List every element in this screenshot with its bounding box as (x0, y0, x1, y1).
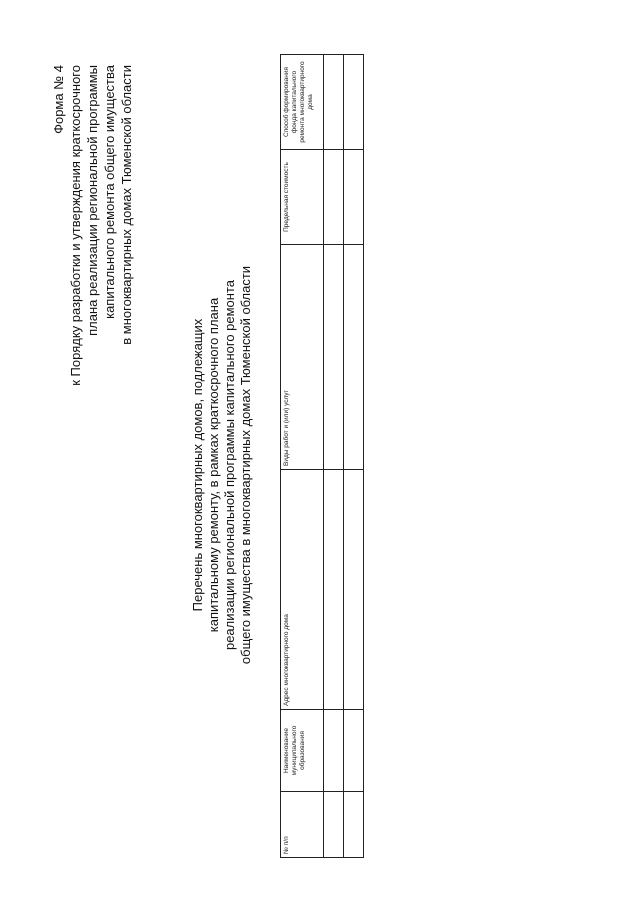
table-row (324, 55, 344, 858)
column-header-max-cost: Предельная стоимость (281, 150, 324, 245)
title-line: общего имущества в многоквартирных домах Тюменской области (238, 265, 253, 665)
form-header-line: капитального ремонта общего имущества (102, 65, 117, 319)
table-header-row (281, 55, 324, 858)
table-cell (344, 792, 364, 858)
title-line: реализации региональной программы капитального ремонта (222, 279, 237, 651)
document-title (190, 215, 254, 715)
table-cell (324, 150, 344, 245)
table-cell (324, 245, 344, 470)
table-cell (344, 245, 364, 470)
table-cell (344, 470, 364, 710)
houses-table (280, 54, 364, 858)
column-header-fund-method: Способ формирования фонда капитального ремонта многоквартирного дома (281, 55, 324, 150)
column-header-work-types: Виды работ и (или) услуг (281, 245, 324, 470)
table-row (344, 55, 364, 858)
form-number: Форма № 4 (51, 65, 66, 134)
table-cell (344, 710, 364, 792)
table-cell (344, 55, 364, 150)
title-line: капитальному ремонту, в рамках краткосрочного плана (206, 297, 221, 633)
table-cell (324, 710, 344, 792)
form-header-line: в многоквартирных домах Тюменской области (119, 65, 134, 345)
title-line: Перечень многоквартирных домов, подлежащих (190, 318, 205, 612)
column-header-municipality: Наименование муниципального образования (281, 710, 324, 792)
table-cell (344, 150, 364, 245)
form-header (50, 65, 135, 425)
form-header-line: плана реализации региональной программы (85, 65, 100, 336)
table-cell (324, 470, 344, 710)
table-cell (324, 55, 344, 150)
column-header-number: № п/п (281, 792, 324, 858)
column-header-address: Адрес многоквартирного дома (281, 470, 324, 710)
table-cell (324, 792, 344, 858)
form-header-line: к Порядку разработки и утверждения краткосрочного (68, 65, 83, 386)
